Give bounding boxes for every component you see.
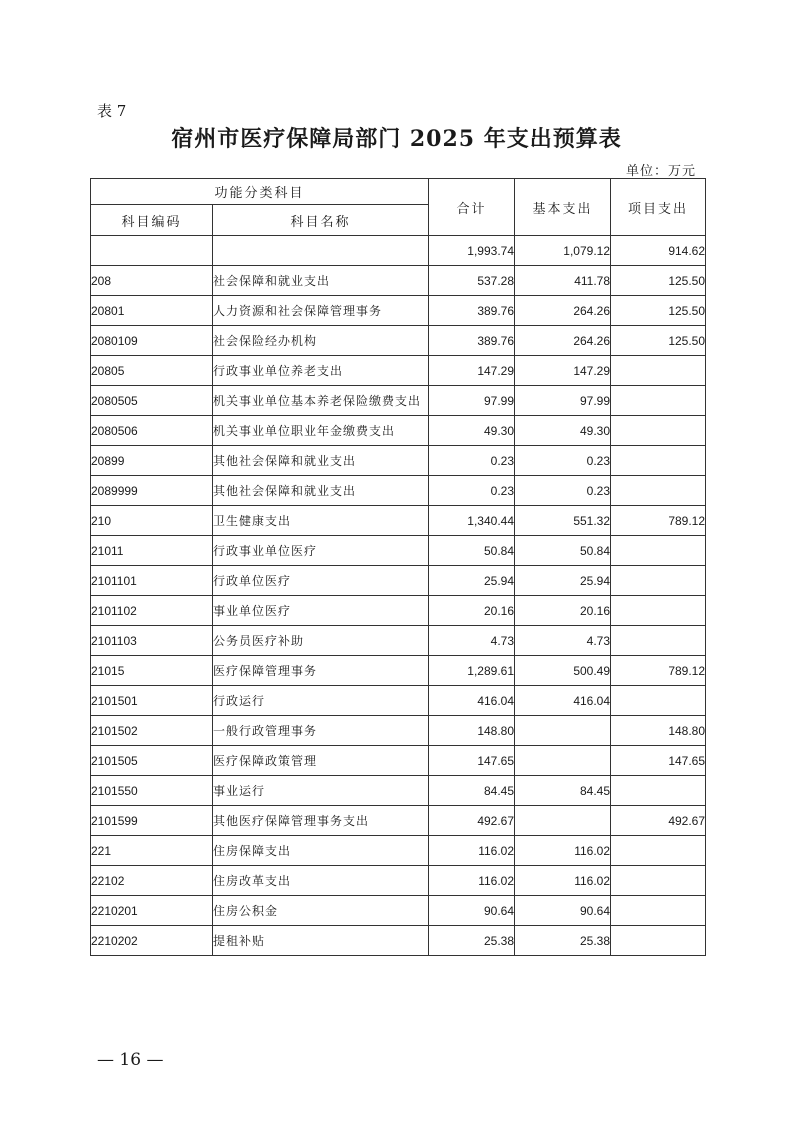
cell-total: 49.30 bbox=[429, 416, 515, 446]
cell-basic: 147.29 bbox=[515, 356, 611, 386]
cell-project bbox=[611, 596, 706, 626]
cell-basic: 97.99 bbox=[515, 386, 611, 416]
cell-basic: 1,079.12 bbox=[515, 236, 611, 266]
cell-total: 148.80 bbox=[429, 716, 515, 746]
cell-project bbox=[611, 686, 706, 716]
cell-project bbox=[611, 416, 706, 446]
cell-project: 125.50 bbox=[611, 326, 706, 356]
cell-basic: 49.30 bbox=[515, 416, 611, 446]
cell-project: 147.65 bbox=[611, 746, 706, 776]
cell-code: 20899 bbox=[91, 446, 213, 476]
cell-name: 公务员医疗补助 bbox=[213, 626, 429, 656]
cell-basic: 500.49 bbox=[515, 656, 611, 686]
page-title: 宿州市医疗保障局部门 2025 年支出预算表 bbox=[171, 126, 622, 152]
cell-total: 25.94 bbox=[429, 566, 515, 596]
cell-basic bbox=[515, 716, 611, 746]
cell-total: 90.64 bbox=[429, 896, 515, 926]
table-row bbox=[91, 686, 706, 716]
cell-basic: 50.84 bbox=[515, 536, 611, 566]
table-row bbox=[91, 506, 706, 536]
cell-basic: 0.23 bbox=[515, 446, 611, 476]
table-row bbox=[91, 746, 706, 776]
cell-code: 2210202 bbox=[91, 926, 213, 956]
unit-label: 单位：万元 bbox=[625, 164, 696, 179]
table-row bbox=[91, 716, 706, 746]
cell-name: 行政运行 bbox=[213, 686, 429, 716]
cell-code: 20805 bbox=[91, 356, 213, 386]
cell-project: 125.50 bbox=[611, 266, 706, 296]
table-row bbox=[91, 476, 706, 506]
table-row bbox=[91, 566, 706, 596]
cell-code: 20801 bbox=[91, 296, 213, 326]
cell-code: 2101550 bbox=[91, 776, 213, 806]
table-body bbox=[91, 236, 706, 956]
cell-name: 医疗保障政策管理 bbox=[213, 746, 429, 776]
cell-code: 2101505 bbox=[91, 746, 213, 776]
cell-code: 2089999 bbox=[91, 476, 213, 506]
cell-code: 2080505 bbox=[91, 386, 213, 416]
table-row bbox=[91, 536, 706, 566]
cell-code: 21015 bbox=[91, 656, 213, 686]
cell-total: 389.76 bbox=[429, 326, 515, 356]
cell-project: 789.12 bbox=[611, 506, 706, 536]
table-label: 表 7 bbox=[97, 102, 127, 120]
cell-project bbox=[611, 536, 706, 566]
cell-project bbox=[611, 626, 706, 656]
cell-basic: 4.73 bbox=[515, 626, 611, 656]
cell-name: 其他医疗保障管理事务支出 bbox=[213, 806, 429, 836]
cell-total: 1,340.44 bbox=[429, 506, 515, 536]
cell-total: 389.76 bbox=[429, 296, 515, 326]
cell-name: 医疗保障管理事务 bbox=[213, 656, 429, 686]
cell-code: 2080109 bbox=[91, 326, 213, 356]
cell-basic: 20.16 bbox=[515, 596, 611, 626]
cell-project bbox=[611, 356, 706, 386]
cell-project bbox=[611, 776, 706, 806]
header-basic: 基本支出 bbox=[515, 179, 611, 236]
cell-total: 50.84 bbox=[429, 536, 515, 566]
cell-basic: 116.02 bbox=[515, 836, 611, 866]
cell-total: 1,993.74 bbox=[429, 236, 515, 266]
cell-total: 84.45 bbox=[429, 776, 515, 806]
cell-project bbox=[611, 566, 706, 596]
cell-total: 147.29 bbox=[429, 356, 515, 386]
cell-name: 社会保险经办机构 bbox=[213, 326, 429, 356]
table-row bbox=[91, 806, 706, 836]
cell-name: 行政单位医疗 bbox=[213, 566, 429, 596]
header-category-group: 功能分类科目 bbox=[91, 179, 429, 205]
cell-project bbox=[611, 446, 706, 476]
cell-code: 21011 bbox=[91, 536, 213, 566]
cell-name: 其他社会保障和就业支出 bbox=[213, 476, 429, 506]
cell-name: 行政事业单位养老支出 bbox=[213, 356, 429, 386]
cell-project bbox=[611, 926, 706, 956]
budget-table bbox=[90, 178, 706, 956]
cell-total: 0.23 bbox=[429, 476, 515, 506]
page-number: — 16 — bbox=[97, 1050, 164, 1070]
cell-total: 1,289.61 bbox=[429, 656, 515, 686]
cell-total: 416.04 bbox=[429, 686, 515, 716]
cell-total: 4.73 bbox=[429, 626, 515, 656]
cell-project: 492.67 bbox=[611, 806, 706, 836]
header-total: 合计 bbox=[429, 179, 515, 236]
table-row bbox=[91, 326, 706, 356]
cell-basic: 90.64 bbox=[515, 896, 611, 926]
cell-total: 492.67 bbox=[429, 806, 515, 836]
cell-basic bbox=[515, 746, 611, 776]
table-row bbox=[91, 626, 706, 656]
cell-project: 125.50 bbox=[611, 296, 706, 326]
header-code: 科目编码 bbox=[91, 205, 213, 236]
cell-basic: 25.94 bbox=[515, 566, 611, 596]
cell-name: 事业运行 bbox=[213, 776, 429, 806]
cell-name: 提租补贴 bbox=[213, 926, 429, 956]
cell-total: 116.02 bbox=[429, 836, 515, 866]
cell-code: 2101501 bbox=[91, 686, 213, 716]
cell-name: 人力资源和社会保障管理事务 bbox=[213, 296, 429, 326]
cell-name: 行政事业单位医疗 bbox=[213, 536, 429, 566]
cell-code: 2210201 bbox=[91, 896, 213, 926]
cell-basic: 411.78 bbox=[515, 266, 611, 296]
cell-total: 25.38 bbox=[429, 926, 515, 956]
cell-code: 210 bbox=[91, 506, 213, 536]
cell-name: 卫生健康支出 bbox=[213, 506, 429, 536]
table-row bbox=[91, 896, 706, 926]
cell-name: 机关事业单位基本养老保险缴费支出 bbox=[213, 386, 429, 416]
cell-basic: 416.04 bbox=[515, 686, 611, 716]
cell-code: 2080506 bbox=[91, 416, 213, 446]
cell-code: 2101502 bbox=[91, 716, 213, 746]
header-project: 项目支出 bbox=[611, 179, 706, 236]
table-row bbox=[91, 596, 706, 626]
cell-project: 148.80 bbox=[611, 716, 706, 746]
cell-name: 一般行政管理事务 bbox=[213, 716, 429, 746]
cell-total: 0.23 bbox=[429, 446, 515, 476]
cell-basic: 0.23 bbox=[515, 476, 611, 506]
table-row bbox=[91, 356, 706, 386]
cell-name: 机关事业单位职业年金缴费支出 bbox=[213, 416, 429, 446]
cell-code: 2101103 bbox=[91, 626, 213, 656]
table-row bbox=[91, 446, 706, 476]
cell-basic: 264.26 bbox=[515, 326, 611, 356]
cell-project bbox=[611, 896, 706, 926]
table-row bbox=[91, 266, 706, 296]
cell-name: 住房公积金 bbox=[213, 896, 429, 926]
cell-project bbox=[611, 866, 706, 896]
cell-total: 116.02 bbox=[429, 866, 515, 896]
cell-basic: 551.32 bbox=[515, 506, 611, 536]
cell-total: 147.65 bbox=[429, 746, 515, 776]
cell-basic: 116.02 bbox=[515, 866, 611, 896]
table-row bbox=[91, 296, 706, 326]
table-row bbox=[91, 416, 706, 446]
cell-basic: 84.45 bbox=[515, 776, 611, 806]
table-row bbox=[91, 926, 706, 956]
cell-project bbox=[611, 386, 706, 416]
cell-code: 208 bbox=[91, 266, 213, 296]
cell-code bbox=[91, 236, 213, 266]
cell-code: 22102 bbox=[91, 866, 213, 896]
cell-name: 住房改革支出 bbox=[213, 866, 429, 896]
table-row bbox=[91, 656, 706, 686]
cell-code: 221 bbox=[91, 836, 213, 866]
cell-basic: 25.38 bbox=[515, 926, 611, 956]
header-name: 科目名称 bbox=[213, 205, 429, 236]
cell-name bbox=[213, 236, 429, 266]
cell-total: 20.16 bbox=[429, 596, 515, 626]
cell-code: 2101101 bbox=[91, 566, 213, 596]
cell-project: 789.12 bbox=[611, 656, 706, 686]
cell-project bbox=[611, 836, 706, 866]
cell-code: 2101102 bbox=[91, 596, 213, 626]
cell-total: 97.99 bbox=[429, 386, 515, 416]
cell-basic: 264.26 bbox=[515, 296, 611, 326]
cell-code: 2101599 bbox=[91, 806, 213, 836]
cell-project: 914.62 bbox=[611, 236, 706, 266]
cell-name: 其他社会保障和就业支出 bbox=[213, 446, 429, 476]
table-row bbox=[91, 236, 706, 266]
cell-name: 事业单位医疗 bbox=[213, 596, 429, 626]
cell-project bbox=[611, 476, 706, 506]
cell-total: 537.28 bbox=[429, 266, 515, 296]
header-row-1 bbox=[91, 179, 706, 205]
table-row bbox=[91, 866, 706, 896]
cell-name: 住房保障支出 bbox=[213, 836, 429, 866]
cell-name: 社会保障和就业支出 bbox=[213, 266, 429, 296]
table-row bbox=[91, 836, 706, 866]
table-row bbox=[91, 386, 706, 416]
table-row bbox=[91, 776, 706, 806]
cell-basic bbox=[515, 806, 611, 836]
